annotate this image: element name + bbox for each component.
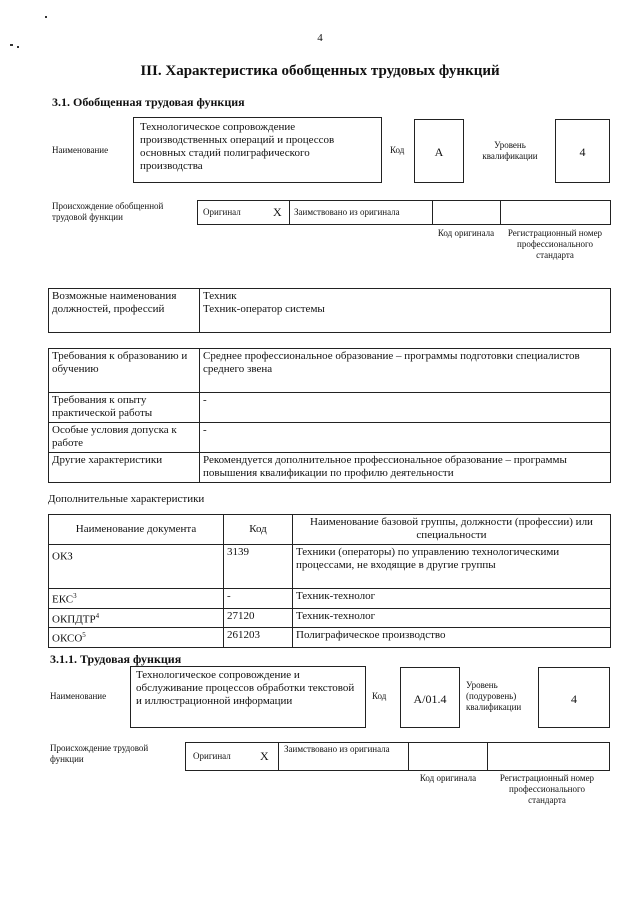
req-value: - bbox=[200, 393, 611, 423]
doc-name: ЕКС bbox=[52, 593, 74, 606]
gtf-origin-label: Происхождение обобщенной трудовой функции bbox=[52, 201, 164, 222]
tf-reg-number-label: Регистрационный номер профессионального стандарта bbox=[499, 773, 595, 805]
gtf-name-value: Технологическое сопровождение производственных операций и процессов основных стадий полиграфического производства bbox=[140, 121, 335, 172]
tf-level-label: Уровень (подуровень) квалификации bbox=[466, 680, 522, 712]
req-label: Требования к опыту практической работы bbox=[49, 393, 200, 423]
col-header-name: Наименование базовой группы, должности (профессии) или специальности bbox=[293, 515, 611, 545]
cell-doc bbox=[49, 628, 224, 648]
tf-original-mark: X bbox=[260, 749, 269, 763]
tf-heading: 3.1.1. Трудовая функция bbox=[50, 652, 182, 666]
gtf-code-box bbox=[414, 119, 464, 183]
table-row bbox=[49, 608, 611, 628]
cell-doc bbox=[49, 608, 224, 628]
gtf-level-label: Уровень квалификации bbox=[482, 140, 538, 161]
table-row bbox=[49, 545, 611, 589]
gtf-name-label: Наименование bbox=[52, 145, 109, 155]
cell-code: 261203 bbox=[224, 628, 293, 648]
footnote-mark: 4 bbox=[95, 611, 100, 620]
req-value: Среднее профессиональное образование – программы подготовки специалистов среднего звена bbox=[200, 349, 611, 393]
cell-name: Полиграфическое производство bbox=[293, 628, 611, 648]
gtf-origin-box bbox=[197, 200, 611, 225]
footnote-mark: 3 bbox=[73, 592, 77, 600]
cell-doc bbox=[49, 589, 224, 609]
gtf-heading: 3.1. Обобщенная трудовая функция bbox=[52, 95, 245, 109]
tf-original-label: Оригинал bbox=[193, 751, 231, 761]
positions-values bbox=[200, 289, 611, 333]
doc-name: ОКПДТР bbox=[52, 613, 96, 626]
cell-code: 3139 bbox=[224, 545, 293, 589]
col-header-document: Наименование документа bbox=[49, 515, 224, 545]
tf-origin-label: Происхождение трудовой функции bbox=[50, 743, 149, 764]
tf-code-value: A/01.4 bbox=[413, 692, 447, 706]
scan-speck bbox=[45, 16, 47, 18]
tf-name-label: Наименование bbox=[50, 691, 107, 701]
divider bbox=[500, 200, 501, 225]
gtf-borrowed-label: Заимствовано из оригинала bbox=[294, 207, 400, 217]
gtf-name-box bbox=[133, 117, 382, 183]
divider bbox=[278, 742, 279, 771]
tf-code-label: Код bbox=[372, 691, 387, 701]
req-label: Другие характеристики bbox=[49, 453, 200, 483]
divider bbox=[487, 742, 488, 771]
gtf-original-mark: X bbox=[273, 205, 282, 219]
table-row bbox=[49, 589, 611, 609]
cell-doc bbox=[49, 545, 224, 589]
divider bbox=[432, 200, 433, 225]
gtf-level-box bbox=[555, 119, 610, 183]
positions-table bbox=[48, 288, 611, 333]
gtf-original-label: Оригинал bbox=[203, 207, 241, 217]
section-title: III. Характеристика обобщенных трудовых функций bbox=[140, 63, 500, 79]
tf-origin-box bbox=[185, 742, 610, 771]
gtf-reg-number-label: Регистрационный номер профессионального стандарта bbox=[507, 228, 603, 260]
req-label: Особые условия допуска к работе bbox=[49, 423, 200, 453]
table-row bbox=[49, 628, 611, 648]
additional-title: Дополнительные характеристики bbox=[48, 493, 205, 505]
position-item: Техник-оператор системы bbox=[203, 303, 325, 315]
cell-code: 27120 bbox=[224, 608, 293, 628]
cell-name: Техники (операторы) по управлению технологическими процессами, не входящие в другие группы bbox=[293, 545, 611, 589]
doc-name: ОКСО bbox=[52, 632, 83, 645]
tf-borrowed-label: Заимствовано из оригинала bbox=[284, 744, 390, 754]
positions-label: Возможные наименования должностей, профессий bbox=[49, 289, 200, 333]
gtf-code-label: Код bbox=[390, 145, 405, 155]
cell-name: Техник-технолог bbox=[293, 608, 611, 628]
additional-table bbox=[48, 514, 611, 648]
cell-code: - bbox=[224, 589, 293, 609]
divider bbox=[408, 742, 409, 771]
tf-code-original-label: Код оригинала bbox=[419, 773, 477, 783]
requirements-table bbox=[48, 348, 611, 483]
tf-name-value: Технологическое сопровождение и обслуживание процессов обработки текстовой и иллюстрационной информации bbox=[136, 669, 355, 707]
req-label: Требования к образованию и обучению bbox=[49, 349, 200, 393]
footnote-mark: 5 bbox=[82, 631, 86, 640]
tf-code-box bbox=[400, 667, 460, 728]
page-number: 4 bbox=[317, 32, 323, 44]
doc-name: ОКЗ bbox=[52, 550, 73, 563]
cell-name: Техник-технолог bbox=[293, 589, 611, 609]
scan-speck bbox=[17, 46, 19, 48]
tf-level-box bbox=[538, 667, 610, 728]
gtf-code-original-label: Код оригинала bbox=[437, 228, 495, 238]
position-item: Техник bbox=[203, 290, 237, 302]
req-value: - bbox=[200, 423, 611, 453]
req-value: Рекомендуется дополнительное профессиональное образование – программы повышения квалификации по профилю деятельности bbox=[200, 453, 611, 483]
tf-name-box bbox=[130, 666, 366, 728]
gtf-code-value: A bbox=[434, 145, 444, 159]
col-header-code: Код bbox=[224, 515, 293, 545]
divider bbox=[289, 200, 290, 225]
scan-speck bbox=[10, 44, 13, 46]
gtf-level-value: 4 bbox=[579, 145, 586, 159]
tf-level-value: 4 bbox=[571, 692, 577, 706]
